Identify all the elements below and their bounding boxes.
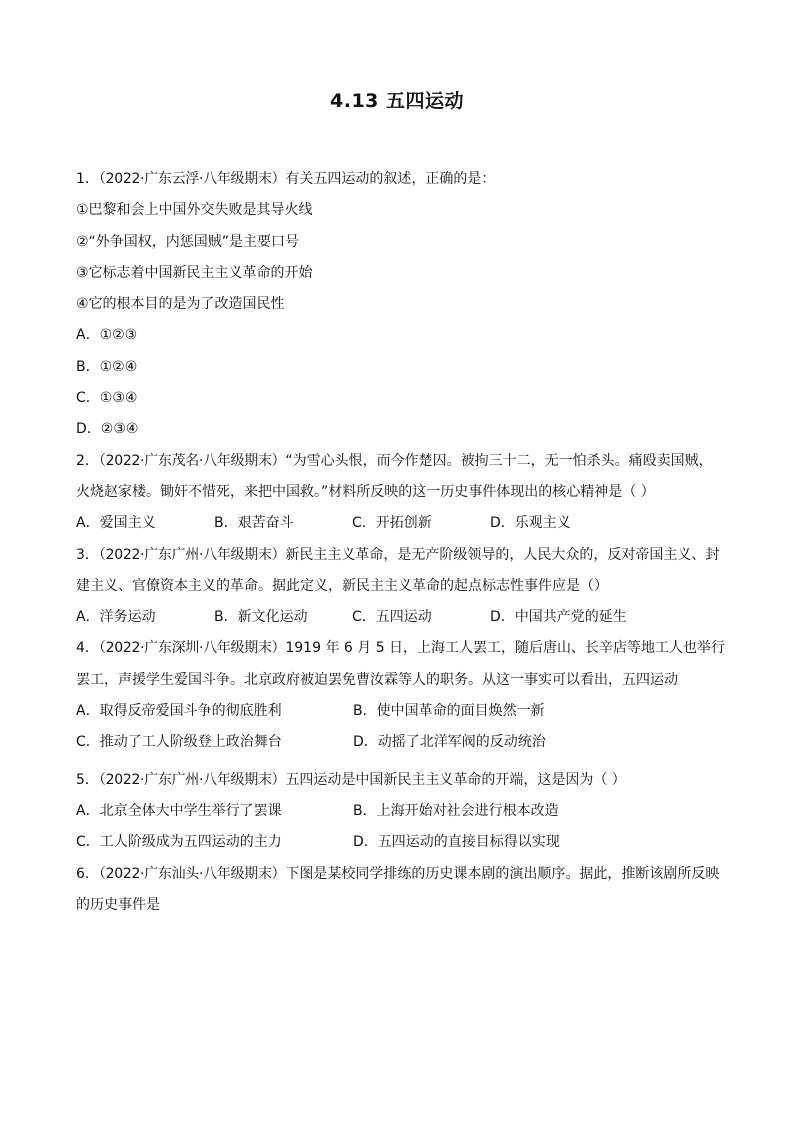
question-4-stem: [76, 633, 726, 664]
question-5-stem: [76, 765, 716, 796]
question-text: 新民主主义革命，是无产阶级领导的，人民大众的，反对帝国主义、封: [285, 546, 720, 563]
option-a: A．取得反帝爱国斗争的彻底胜利: [76, 703, 282, 720]
option-c: C．开拓创新: [352, 515, 432, 532]
question-source: （2022·广东深圳·八年级期末）: [98, 640, 286, 657]
option-c: C．推动了工人阶级登上政治舞台: [76, 734, 282, 751]
question-1-stem: [76, 164, 716, 195]
option-b: B．艰苦奋斗: [214, 515, 294, 532]
question-2-options: [76, 508, 716, 539]
question-source: （2022·广东云浮·八年级期末）: [98, 171, 286, 187]
question-number: 4．: [76, 640, 99, 657]
question-source: （2022·广东茂名·八年级期末）: [98, 452, 286, 469]
option-b: B．新文化运动: [214, 609, 308, 626]
question-text: 1919 年 6 月 5 日，上海工人罢工，随后唐山、长辛店等地工人也举行: [285, 640, 726, 657]
option-a: A．洋务运动: [76, 609, 156, 626]
question-4-options-row2: [76, 727, 716, 758]
option-d: D．中国共产党的延生: [490, 609, 627, 626]
question-list: [76, 164, 726, 921]
option-b: B．①②④: [76, 358, 138, 375]
question-2-stem-cont: 火烧赵家楼。锄奸不惜死，来把中国救。”材料所反映的这一历史事件体现出的核心精神是（ ）: [76, 483, 655, 500]
question-number: 2．: [76, 452, 99, 469]
option-a: A．爱国主义: [76, 515, 156, 532]
statement-2: ②“外争国权，内惩国贼”是主要口号: [76, 233, 300, 250]
option-c: C．五四运动: [352, 609, 432, 626]
option-a: A．①②③: [76, 327, 138, 344]
question-3-stem: [76, 540, 720, 571]
question-number: 1．: [76, 171, 99, 187]
option-c: C．①③④: [76, 390, 138, 407]
statement-3: ③它标志着中国新民主主义革命的开始: [76, 264, 313, 281]
option-d: D．五四运动的直接目标得以实现: [353, 834, 560, 851]
option-a: A．北京全体大中学生举行了罢课: [76, 802, 282, 819]
question-text: 五四运动是中国新民主主义革命的开端，这是因为（ ）: [285, 771, 626, 788]
question-number: 6．: [76, 865, 99, 882]
page-title: 4.13 五四运动: [330, 90, 464, 112]
question-4-stem-cont: 罢工，声援学生爱国斗争。北京政府被迫罢免曹汝霖等人的职务。从这一事实可以看出，五四运动: [76, 671, 678, 688]
question-3-options: [76, 602, 716, 633]
question-number: 5．: [76, 771, 99, 788]
question-5-options-row1: [76, 796, 716, 827]
question-text: “为雪心头恨，而今作楚囚。被拘三十二，无一怕杀头。痛殴卖国贼，: [285, 452, 713, 469]
question-source: （2022·广东广州·八年级期末）: [98, 771, 286, 788]
question-source: （2022·广东汕头·八年级期末）: [98, 865, 286, 882]
option-d: D．乐观主义: [490, 515, 571, 532]
statement-1: ①巴黎和会上中国外交失败是其导火线: [76, 202, 313, 219]
question-text: 下图是某校同学排练的历史课本剧的演出顺序。据此，推断该剧所反映: [285, 865, 720, 882]
statement-4: ④它的根本目的是为了改造国民性: [76, 296, 285, 313]
question-2-stem: [76, 446, 716, 477]
question-number: 3．: [76, 546, 99, 563]
question-4-options-row1: [76, 696, 716, 727]
question-text: 有关五四运动的叙述，正确的是：: [285, 171, 496, 187]
option-b: B．上海开始对社会进行根本改造: [353, 802, 559, 819]
question-source: （2022·广东广州·八年级期末）: [98, 546, 286, 563]
option-d: D．②③④: [76, 421, 139, 438]
option-c: C．工人阶级成为五四运动的主力: [76, 834, 282, 851]
option-d: D．动摇了北洋军阀的反动统治: [353, 734, 546, 751]
option-b: B．使中国革命的面目焕然一新: [353, 703, 545, 720]
question-6-stem: [76, 859, 720, 890]
question-3-stem-cont: 建主义、官僚资本主义的革命。据此定义，新民主主义革命的起点标志性事件应是（）: [76, 577, 608, 594]
question-6-stem-cont: 的历史事件是: [76, 896, 160, 913]
question-5-options-row2: [76, 827, 716, 858]
